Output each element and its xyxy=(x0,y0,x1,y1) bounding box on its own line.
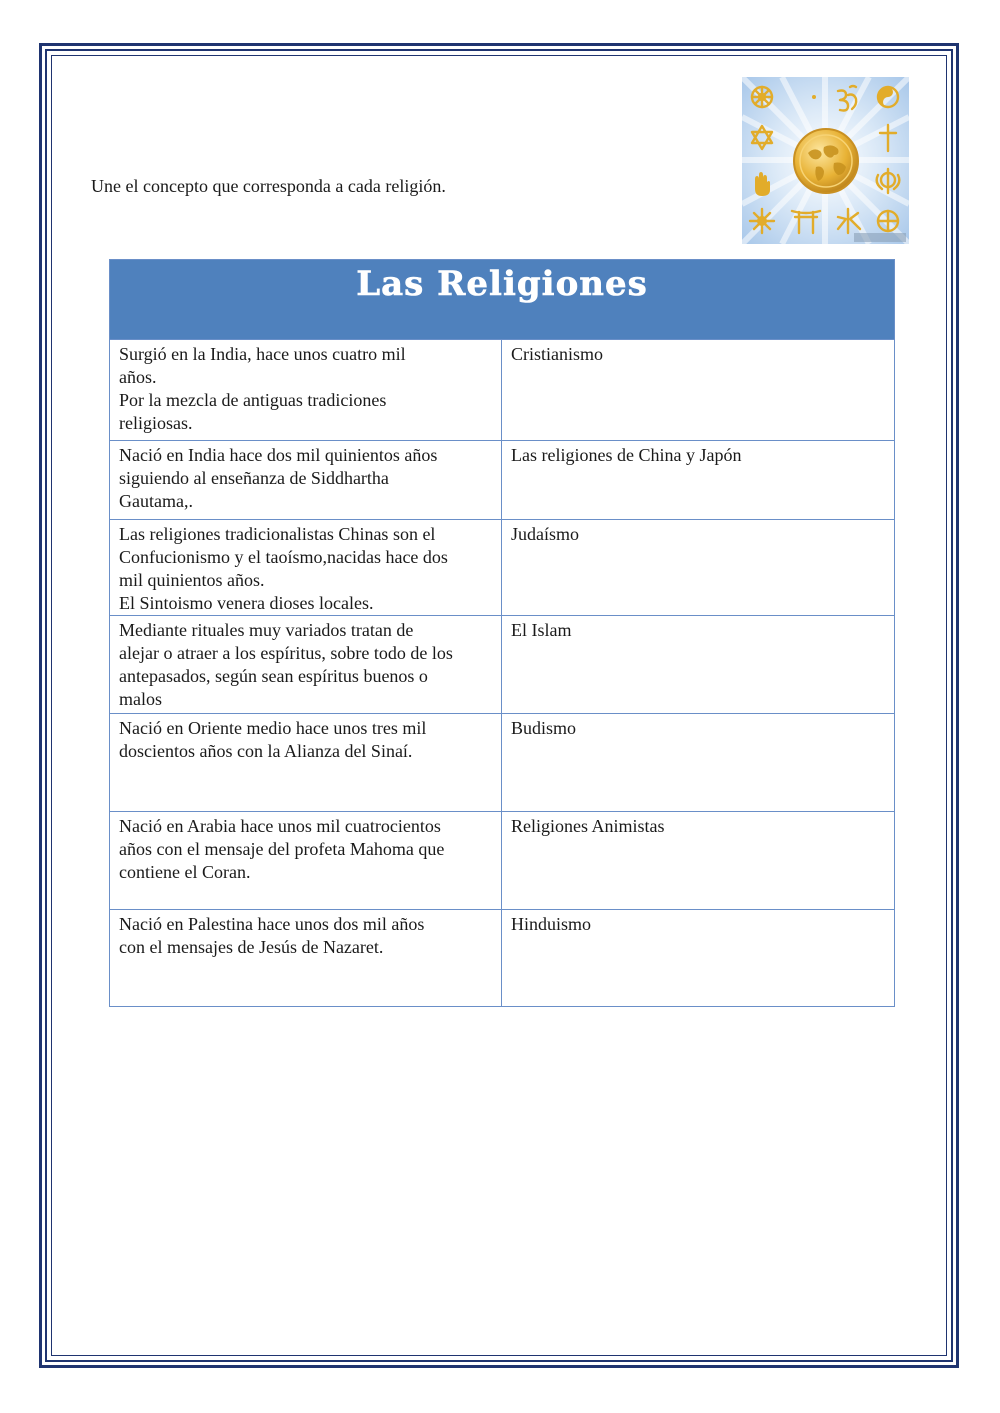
description-line: Gautama,. xyxy=(119,491,193,511)
concept-cell xyxy=(502,340,895,441)
description-line: mil quinientos años. xyxy=(119,570,265,590)
description-line: Las religiones tradicionalistas Chinas son el xyxy=(119,524,436,544)
table-header-row xyxy=(110,260,895,340)
description-line: Por la mezcla de antiguas tradiciones xyxy=(119,390,387,410)
description-line: El Sintoismo venera dioses locales. xyxy=(119,593,374,613)
table-row xyxy=(110,910,895,1007)
description-line: Nació en Palestina hace unos dos mil años xyxy=(119,914,425,934)
description-cell xyxy=(110,910,502,1007)
concept-cell xyxy=(502,910,895,1007)
description-line: alejar o atraer a los espíritus, sobre todo de los xyxy=(119,643,453,663)
concept-label: Budismo xyxy=(511,718,577,738)
description-cell xyxy=(110,616,502,714)
dharma-wheel-icon xyxy=(752,87,772,107)
table-row xyxy=(110,441,895,520)
description-line: contiene el Coran. xyxy=(119,862,251,882)
sun-icon xyxy=(750,209,774,233)
concept-cell xyxy=(502,520,895,616)
description-line: doscientos años con la Alianza del Sinaí. xyxy=(119,741,413,761)
description-line: Surgió en la India, hace unos cuatro mil xyxy=(119,344,406,364)
description-line: con el mensajes de Jesús de Nazaret. xyxy=(119,937,384,957)
concept-cell xyxy=(502,616,895,714)
description-line: siguiendo al enseñanza de Siddhartha xyxy=(119,468,389,488)
globe-icon xyxy=(794,129,858,193)
table-row xyxy=(110,812,895,910)
description-cell xyxy=(110,714,502,812)
concept-label: Religiones Animistas xyxy=(511,816,665,836)
concept-label: Judaísmo xyxy=(511,524,580,544)
description-cell xyxy=(110,812,502,910)
concept-cell xyxy=(502,714,895,812)
medicine-wheel-icon xyxy=(878,211,898,231)
religions-symbols-image xyxy=(742,77,909,244)
description-line: Nació en India hace dos mil quinientos años xyxy=(119,445,438,465)
description-line: Nació en Arabia hace unos mil cuatrocientos xyxy=(119,816,441,836)
table-title: Las Religiones xyxy=(110,260,895,340)
concept-label: Hinduismo xyxy=(511,914,592,934)
concept-label: Cristianismo xyxy=(511,344,604,364)
concept-label: El Islam xyxy=(511,620,572,640)
description-line: años con el mensaje del profeta Mahoma que xyxy=(119,839,445,859)
concept-cell xyxy=(502,441,895,520)
concept-cell xyxy=(502,812,895,910)
instruction-text: Une el concepto que corresponda a cada religión. xyxy=(91,176,446,196)
religions-table xyxy=(109,259,895,1007)
table-row xyxy=(110,616,895,714)
description-line: años. xyxy=(119,367,157,387)
description-line: Confucionismo y el taoísmo,nacidas hace dos xyxy=(119,547,448,567)
table-row xyxy=(110,520,895,616)
description-line: religiosas. xyxy=(119,413,193,433)
description-cell xyxy=(110,520,502,616)
description-line: malos xyxy=(119,689,162,709)
description-line: antepasados, según sean espíritus buenos o xyxy=(119,666,428,686)
table-row xyxy=(110,340,895,441)
description-line: Nació en Oriente medio hace unos tres mil xyxy=(119,718,427,738)
concept-label: Las religiones de China y Japón xyxy=(511,445,742,465)
description-cell xyxy=(110,441,502,520)
description-line: Mediante rituales muy variados tratan de xyxy=(119,620,414,640)
table-row xyxy=(110,714,895,812)
description-cell xyxy=(110,340,502,441)
